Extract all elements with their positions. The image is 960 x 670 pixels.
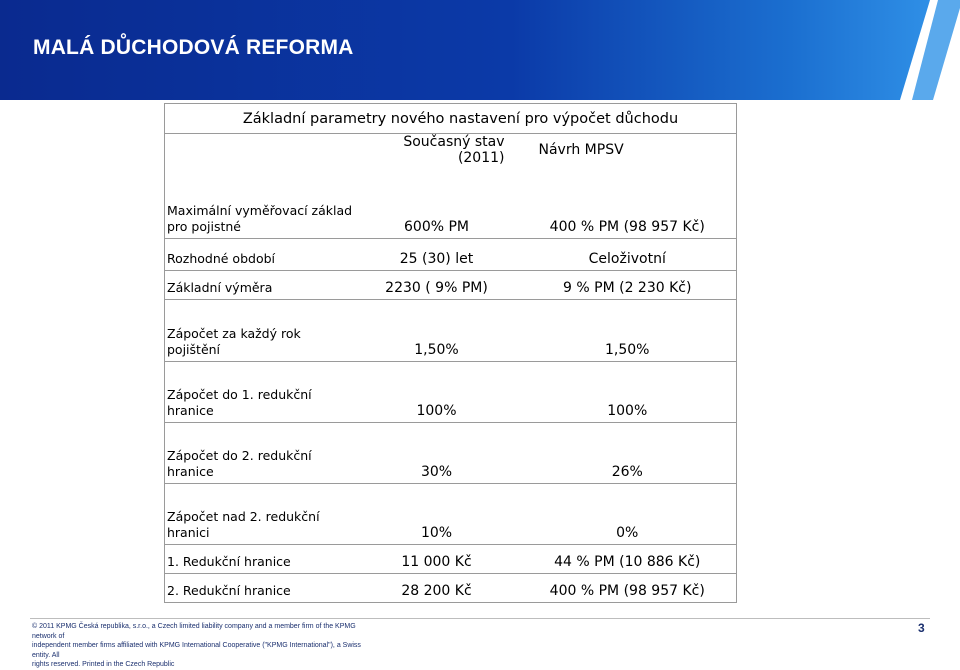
- table-caption-row: [165, 104, 737, 134]
- row-label-line: hranici: [167, 524, 210, 540]
- row-label: [165, 544, 355, 573]
- proposal-value-text: 1,50%: [605, 341, 650, 358]
- column-header-proposal: Návrh MPSV: [519, 134, 737, 167]
- footer-line-1: © 2011 KPMG Česká republika, s.r.o., a Czech limited liability company and a member firm of the KPMG network of: [32, 623, 356, 640]
- current-value-text: 10%: [420, 524, 453, 541]
- row-label-line: Zápočet do 1. redukční: [167, 386, 312, 402]
- row-label-line: Maximální vyměřovací základ: [167, 202, 353, 218]
- row-current-value: [355, 422, 519, 483]
- row-label-line: pro pojistné: [167, 218, 241, 234]
- table-row: [165, 299, 737, 361]
- table-header-row: [165, 134, 737, 167]
- current-value-text: 11 000 Kč: [401, 553, 472, 570]
- row-label-line: Základní výměra: [167, 279, 273, 295]
- row-label-text: [167, 326, 355, 361]
- footer-line-3: rights reserved. Printed in the Czech Republic: [32, 661, 175, 668]
- row-current-value: [355, 270, 519, 299]
- row-proposal-value: [519, 361, 737, 422]
- row-proposal-value: [519, 166, 737, 238]
- row-label-line: Rozhodné období: [167, 250, 275, 266]
- proposal-value-text: 400 % PM (98 957 Kč): [549, 582, 705, 599]
- slide-title: MALÁ DŮCHODOVÁ REFORMA: [33, 36, 354, 59]
- row-label-text: [167, 251, 355, 270]
- table-row: [165, 238, 737, 270]
- row-label-line: 2. Redukční hranice: [167, 582, 291, 598]
- table-caption: Základní parametry nového nastavení pro výpočet důchodu: [165, 104, 737, 134]
- row-label: [165, 361, 355, 422]
- table-row: [165, 573, 737, 602]
- row-label-text: [167, 509, 355, 544]
- row-label-text: [167, 203, 355, 238]
- row-label: [165, 422, 355, 483]
- parameters-table: [164, 103, 737, 603]
- row-label-line: Zápočet do 2. redukční: [167, 447, 312, 463]
- proposal-value-text: 44 % PM (10 886 Kč): [554, 553, 701, 570]
- row-label-line: Zápočet nad 2. redukční: [167, 508, 320, 524]
- row-label-line: 1. Redukční hranice: [167, 553, 291, 569]
- row-label-text: [167, 387, 355, 422]
- row-current-value: [355, 361, 519, 422]
- column-header-current: Současný stav (2011): [403, 134, 505, 166]
- row-label: [165, 238, 355, 270]
- footer-divider: [30, 618, 930, 619]
- row-label-text: [167, 583, 355, 602]
- table-row: [165, 270, 737, 299]
- header-empty-cell: [165, 134, 355, 167]
- table-row: [165, 544, 737, 573]
- row-current-value: [355, 299, 519, 361]
- row-label: [165, 299, 355, 361]
- footer-line-2: independent member firms affiliated with KPMG International Cooperative ("KPMG International"), a Swiss entity. All: [32, 642, 361, 659]
- row-label-line: Zápočet za každý rok pojištění: [167, 325, 301, 357]
- proposal-value-text: 0%: [616, 524, 639, 541]
- row-label: [165, 483, 355, 544]
- row-proposal-value: [519, 422, 737, 483]
- row-proposal-value: [519, 299, 737, 361]
- current-value-text: 30%: [420, 463, 453, 480]
- current-value-text: 100%: [416, 402, 457, 419]
- row-label: [165, 166, 355, 238]
- row-label: [165, 270, 355, 299]
- current-value-text: 25 (30) let: [399, 250, 474, 267]
- row-label-text: [167, 448, 355, 483]
- current-value-text: 600% PM: [404, 218, 469, 235]
- row-proposal-value: [519, 270, 737, 299]
- proposal-value-text: 400 % PM (98 957 Kč): [549, 218, 705, 235]
- slide-header: [0, 0, 960, 100]
- row-label-text: [167, 554, 355, 573]
- current-value-text: 2230 ( 9% PM): [385, 279, 488, 296]
- proposal-value-text: Celoživotní: [588, 250, 666, 267]
- row-current-value: [355, 166, 519, 238]
- row-current-value: [355, 573, 519, 602]
- table-row: [165, 422, 737, 483]
- current-value-text: 28 200 Kč: [401, 582, 472, 599]
- footer-copyright: [32, 622, 362, 670]
- table-body: [165, 166, 737, 602]
- row-proposal-value: [519, 573, 737, 602]
- row-label-line: hranice: [167, 463, 214, 479]
- table-row: [165, 361, 737, 422]
- table-row: [165, 483, 737, 544]
- row-proposal-value: [519, 483, 737, 544]
- proposal-value-text: 100%: [607, 402, 648, 419]
- row-current-value: [355, 544, 519, 573]
- proposal-value-text: 9 % PM (2 230 Kč): [563, 279, 692, 296]
- page-number: 3: [918, 621, 925, 635]
- row-label: [165, 573, 355, 602]
- row-current-value: [355, 238, 519, 270]
- row-current-value: [355, 483, 519, 544]
- row-label-line: hranice: [167, 402, 214, 418]
- row-proposal-value: [519, 544, 737, 573]
- current-value-text: 1,50%: [414, 341, 459, 358]
- table-row: [165, 166, 737, 238]
- row-proposal-value: [519, 238, 737, 270]
- row-label-text: [167, 280, 355, 299]
- proposal-value-text: 26%: [611, 463, 643, 480]
